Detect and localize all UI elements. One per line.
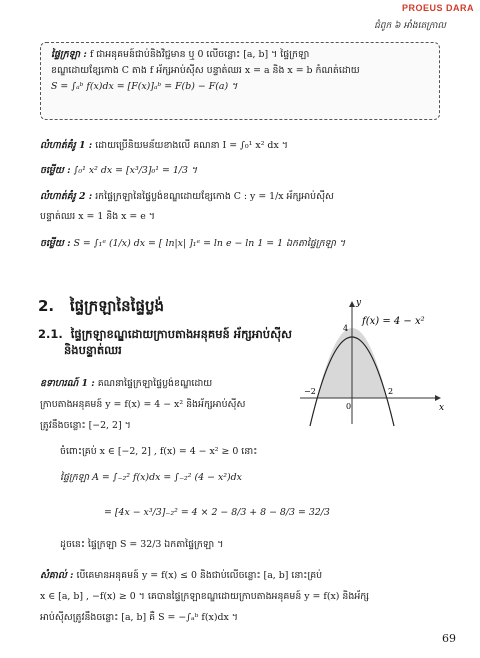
example-3-line-7: ដូចនេះ ផ្ទៃក្រឡា S = 32/3 ឯកតាផ្ទៃក្រឡា ។ [60, 539, 224, 550]
tick-right: 2 [388, 387, 394, 396]
example-2-label: លំហាត់គំរូ 2 : [40, 191, 93, 202]
tick-left: −2 [304, 387, 316, 396]
answer-2 [40, 236, 345, 252]
subsection-title-2: និងបន្ទាត់ឈរ [64, 343, 122, 357]
definition-title: ផ្ទៃក្រឡា : [51, 49, 87, 60]
definition-formula: S = ∫ₐᵇ f(x)dx = [F(x)]ₐᵇ = F(b) − F(a) ។ [51, 81, 238, 92]
answer-1-text: ∫₀¹ x² dx = [x³/3]₀¹ = 1/3 ។ [70, 165, 198, 176]
example-2-text-1: រកផ្ទៃក្រឡានៃផ្ទៃប្លង់ខណ្ឌដោយខ្សែកោង C : y = 1/x អ័ក្សអាប់ស៊ីស [92, 191, 334, 202]
example-2 [40, 189, 334, 205]
remark [40, 568, 322, 584]
example-1-label: លំហាត់គំរូ 1 : [40, 140, 93, 151]
definition-box [40, 42, 440, 120]
axis-x-label: x [439, 403, 445, 413]
subsection-title-1: ផ្ទៃក្រឡាខណ្ឌដោយក្រាបតាងអនុគមន៍ អ័ក្សអាប់ស៊ីស [70, 327, 292, 341]
answer-1-label: ចម្លើយ : [40, 165, 71, 176]
remark-line-2: x ∈ [a, b] , −f(x) ≥ 0 ។ គេបានផ្ទៃក្រឡាខណ្ឌដោយក្រាបតាងអនុគមន៍ y = f(x) និងអ័ក្ស [40, 591, 370, 602]
example-2-line-2: បន្ទាត់ឈរ x = 1 និង x = e ។ [40, 211, 155, 222]
example-3-line-6: = [4x − x³/3]₋₂² = 4 × 2 − 8/3 + 8 − 8/3 = 32/3 [104, 507, 330, 518]
example-1 [40, 138, 288, 154]
tick-top: 4 [343, 324, 349, 333]
section-heading [38, 297, 164, 319]
section-number: 2. [38, 297, 55, 315]
definition-line-1 [51, 47, 429, 63]
example-3 [40, 376, 212, 392]
example-1-text: ដោយប្រើនិយមន័យខាងលើ គណនា I = ∫₀¹ x² dx ។ [92, 140, 288, 151]
remark-label: សំគាល់ : [40, 570, 74, 581]
example-3-text-1: គណនាផ្ទៃក្រឡាផ្ទៃប្លង់ខណ្ឌដោយ [94, 378, 213, 389]
answer-2-label: ចម្លើយ : [40, 238, 71, 249]
running-head: ជំពូក ៦ អាំងតេក្រាល [374, 21, 446, 31]
origin-label: 0 [346, 402, 352, 411]
answer-1 [40, 163, 197, 179]
axis-y-label: y [356, 298, 362, 308]
remark-line-3: អាប់ស៊ីសត្រូវនឹងចន្លោះ [a, b] គឺ S = −∫ₐᵇ f(x)dx ។ [40, 612, 238, 623]
page-number: 69 [442, 632, 456, 645]
definition-text-1: f ជាអនុគមន៍ជាប់និងវិជ្ជមាន ឬ 0 លើចន្លោះ [a, b] ។ ផ្ទៃក្រឡា [86, 49, 310, 60]
example-3-line-3: ត្រូវនឹងចន្លោះ [−2, 2] ។ [40, 420, 131, 431]
subsection-number: 2.1. [38, 327, 63, 341]
example-3-line-2: ក្រាបតាងអនុគមន៍ y = f(x) = 4 − x² និងអ័ក្សអាប់ស៊ីស [40, 399, 246, 410]
section-title: ផ្ទៃក្រឡានៃផ្ទៃប្លង់ [69, 297, 165, 315]
subsection-heading [38, 326, 292, 358]
example-3-label: ឧទាហរណ៍ 1 : [40, 378, 95, 389]
remark-text-1: បើគេមានអនុគមន៍ y = f(x) ≤ 0 និងជាប់លើចន្លោះ [a, b] នោះគ្រប់ [73, 570, 323, 581]
example-3-line-4: ចំពោះគ្រប់ x ∈ [−2, 2] , f(x) = 4 − x² ≥ 0 នោះ [60, 446, 258, 457]
curve-label: f(x) = 4 − x² [362, 316, 425, 327]
example-3-line-5: ផ្ទៃក្រឡា A = ∫₋₂² f(x)dx = ∫₋₂² (4 − x²)dx [60, 472, 242, 483]
answer-2-text: S = ∫₁ᵉ (1/x) dx = [ ln|x| ]₁ᵉ = ln e − ln 1 = 1 ឯកតាផ្ទៃក្រឡា ។ [70, 238, 346, 249]
parabola-graph [290, 296, 450, 436]
definition-line-2: ខណ្ឌដោយខ្សែកោង C តាង f អ័ក្សអាប់ស៊ីស បន្ទាត់ឈរ x = a និង x = b កំណត់ដោយ [51, 65, 360, 76]
brand-mark: PROEUS DARA [401, 3, 474, 13]
